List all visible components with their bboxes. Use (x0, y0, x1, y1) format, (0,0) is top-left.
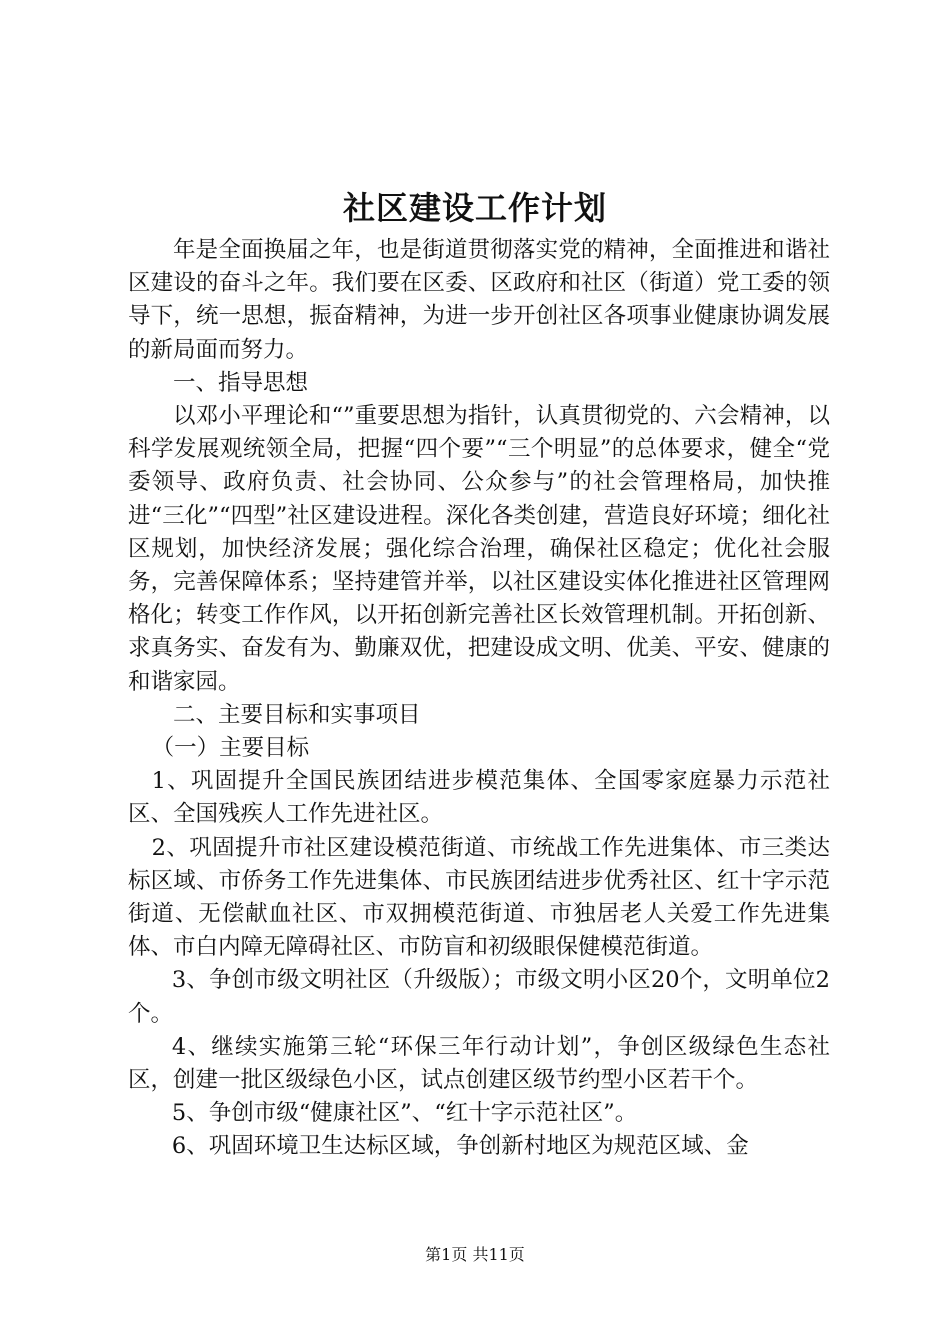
page-number-footer: 第1页 共11页 (425, 1245, 525, 1264)
goal-item-1: 1、巩固提升全国民族团结进步模范集体、全国零家庭暴力示范社区、全国残疾人工作先进社区。 (128, 768, 830, 828)
section-heading-guiding-thought: 一、指导思想 (173, 369, 309, 396)
section-heading-main-goals: 二、主要目标和实事项目 (173, 701, 421, 728)
goal-item-3: 3、争创市级文明社区（升级版）；市级文明小区20个，文明单位2个。 (128, 967, 830, 1027)
document-title: 社区建设工作计划 (342, 189, 607, 227)
goal-item-2: 2、巩固提升市社区建设模范街道、市统战工作先进集体、市三类达标区域、市侨务工作先进集体、市民族团结进步优秀社区、红十字示范街道、无偿献血社区、市双拥模范街道、市独居老人关爱工作先进集体、市白内障无障碍社区、市防盲和初级眼保健模范街道。 (128, 834, 830, 961)
intro-paragraph: 年是全面换届之年，也是街道贯彻落实党的精神，全面推进和谐社区建设的奋斗之年。我们要在区委、区政府和社区（街道）党工委的领导下，统一思想，振奋精神，为进一步开创社区各项事业健康协调发展的新局面而努力。 (128, 237, 830, 363)
subsection-heading-main-goals: （一）主要目标 (151, 735, 310, 762)
goal-item-5: 5、争创市级“健康社区”、“红十字示范社区”。 (171, 1100, 638, 1127)
goal-item-6: 6、巩固环境卫生达标区域，争创新村地区为规范区域、金 (171, 1133, 749, 1160)
guiding-thought-paragraph: 以邓小平理论和“”重要思想为指针，认真贯彻党的、六会精神，以科学发展观统领全局，把握“四个要”“三个明显”的总体要求，健全“党委领导、政府负责、社会协同、公众参与”的社会管理格局，加快推进“三化”“四型”社区建设进程。深化各类创建，营造良好环境；细化社区规划，加快经济发展；强化综合治理，确保社区稳定；优化社会服务，完善保障体系；坚持建管并举，以社区建设实体化推进社区管理网格化；转变工作作风，以开拓创新完善社区长效管理机制。开拓创新、求真务实、奋发有为、勤廉双优，把建设成文明、优美、平安、健康的和谐家园。 (128, 403, 830, 695)
document-body (128, 234, 830, 1164)
goal-item-4: 4、继续实施第三轮“环保三年行动计划”，争创区级绿色生态社区，创建一批区级绿色小区，试点创建区级节约型小区若干个。 (128, 1033, 830, 1094)
